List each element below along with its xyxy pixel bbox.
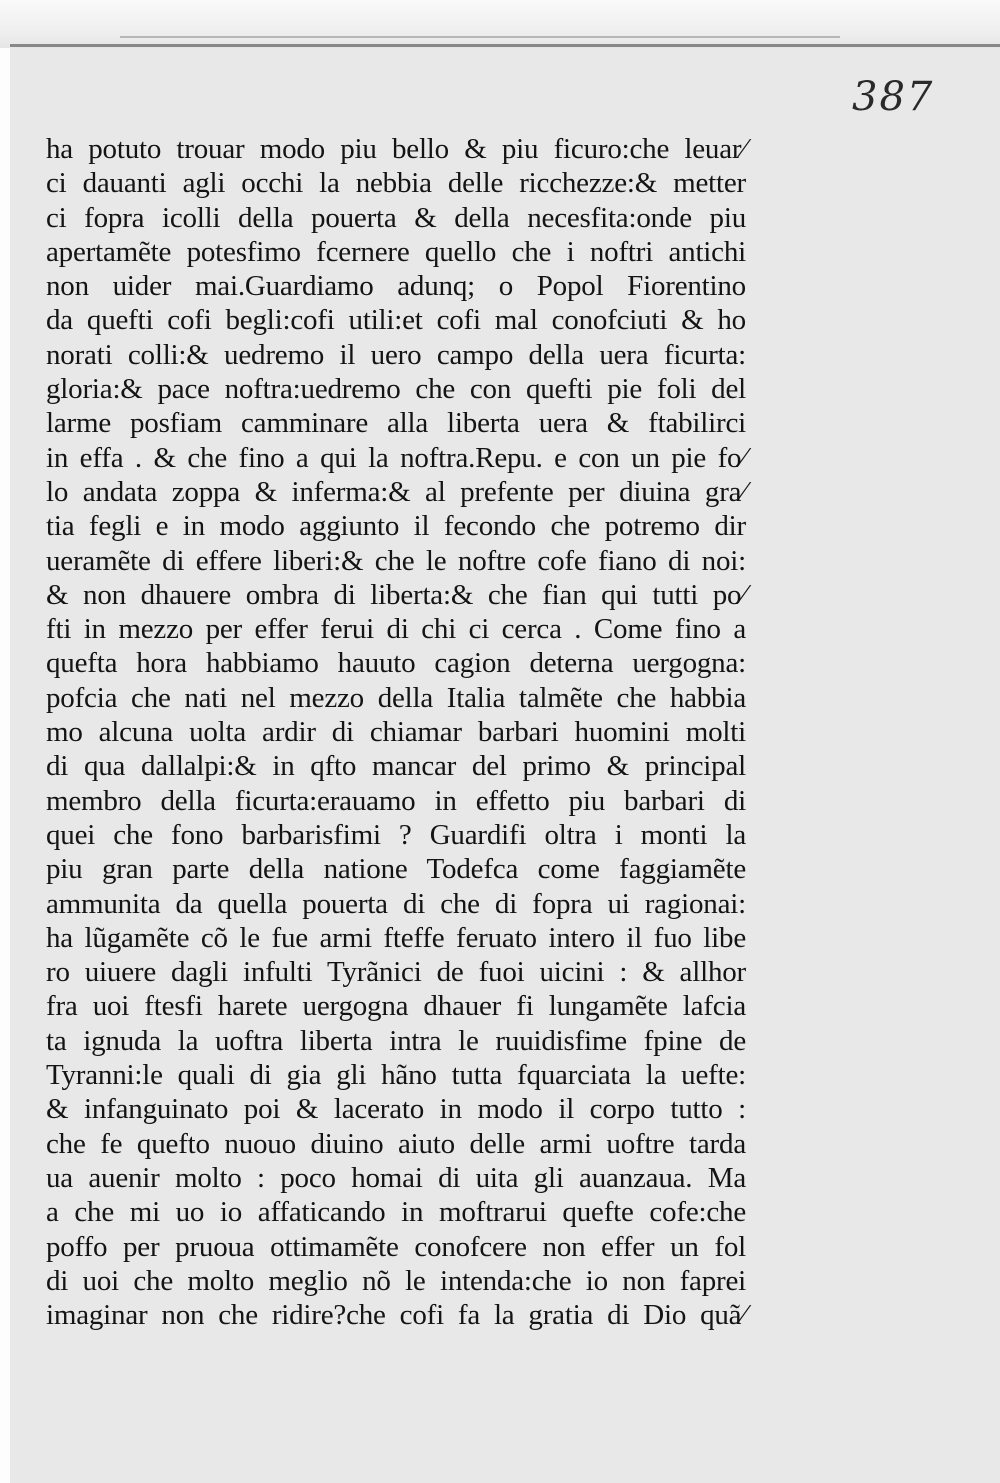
text-line: ammunita da quella pouerta di che di fopra ui ragionai: [46, 887, 746, 920]
text-line: Tyranni:le quali di gia gli hãno tutta fquarciata la uefte: [46, 1059, 746, 1092]
text-line: piu gran parte della natione Todefca come faggiamẽte [46, 853, 746, 886]
text-line: ha potuto trouar modo piu bello & piu ficuro:che leuar⁄ [46, 133, 746, 165]
text-line: norati colli:& uedremo il uero campo della uera ficurta: [46, 338, 746, 371]
text-line: pofcia che nati nel mezzo della Italia talmẽte che habbia [46, 681, 746, 714]
text-line: quei che fono barbarisfimi ? Guardifi oltra i monti la [46, 818, 746, 851]
text-line: larme posfiam camminare alla liberta uera & ftabilirci [46, 407, 746, 440]
text-line: apertamẽte potesfimo fcernere quello che i noftri antichi [46, 235, 746, 268]
text-line: di uoi che molto meglio nõ le intenda:che io non faprei [46, 1264, 746, 1297]
text-line: mo alcuna uolta ardir di chiamar barbari huomini molti [46, 716, 746, 749]
text-line: di qua dallalpi:& in qfto mancar del primo & principal [46, 750, 746, 783]
text-line: ha lũgamẽte cõ le fue armi fteffe feruato intero il fuo libe [46, 921, 746, 954]
text-line: gloria:& pace noftra:uedremo che con quefti pie foli del [46, 373, 746, 406]
text-line: imaginar non che ridire?che cofi fa la gratia di Dio quã⁄ [46, 1299, 746, 1332]
text-line: non uider mai.Guardiamo adunq; o Popol Fiorentino [46, 270, 746, 303]
text-line: membro della ficurta:erauamo in effetto piu barbari di [46, 784, 746, 817]
text-line: a che mi uo io affaticando in moftrarui quefte cofe:che [46, 1196, 746, 1229]
page-left-edge [0, 48, 10, 1483]
text-line: che fe quefto nuouo diuino aiuto delle armi uoftre tarda [46, 1127, 746, 1160]
text-line: & non dhauere ombra di liberta:& che fian qui tutti po⁄ [46, 578, 746, 611]
text-line: ueramẽte di effere liberi:& che le noftre cofe fiano di noi: [46, 544, 746, 577]
text-line: da quefti cofi begli:cofi utili:et cofi mal conofciuti & ho [46, 304, 746, 337]
text-line: poffo per pruoua ottimamẽte conofcere non effer un fol [46, 1230, 746, 1263]
text-line: ro uiuere dagli infulti Tyrãnici de fuoi uicini : & allhor [46, 956, 746, 989]
text-line: ua auenir molto : poco homai di uita gli auanzaua. Ma [46, 1161, 746, 1194]
page-top-edge [0, 0, 1000, 48]
text-block [46, 132, 746, 1332]
text-line: quefta hora habbiamo hauuto cagion deterna uergogna: [46, 647, 746, 680]
page-top-shadow [120, 36, 840, 38]
folio-number: 387 [852, 74, 935, 120]
text-line: ci fopra icolli della pouerta & della necesfita:onde piu [46, 201, 746, 234]
text-line: lo andata zoppa & inferma:& al prefente per diuina gra⁄ [46, 475, 746, 508]
page-top-border [10, 44, 1000, 47]
text-line: ci dauanti agli occhi la nebbia delle ricchezze:& metter [46, 167, 746, 200]
text-line: fti in mezzo per effer ferui di chi ci cerca . Come fino a [46, 613, 746, 646]
text-line: tia fegli e in modo aggiunto il fecondo che potremo dir [46, 510, 746, 543]
text-line: in effa . & che fino a qui la noftra.Repu. e con un pie fo⁄ [46, 441, 746, 474]
text-line: ta ignuda la uoftra liberta intra le ruuidisfime fpine de [46, 1024, 746, 1057]
text-line: & infanguinato poi & lacerato in modo il corpo tutto : [46, 1093, 746, 1126]
text-line: fra uoi ftesfi harete uergogna dhauer fi lungamẽte lafcia [46, 990, 746, 1023]
